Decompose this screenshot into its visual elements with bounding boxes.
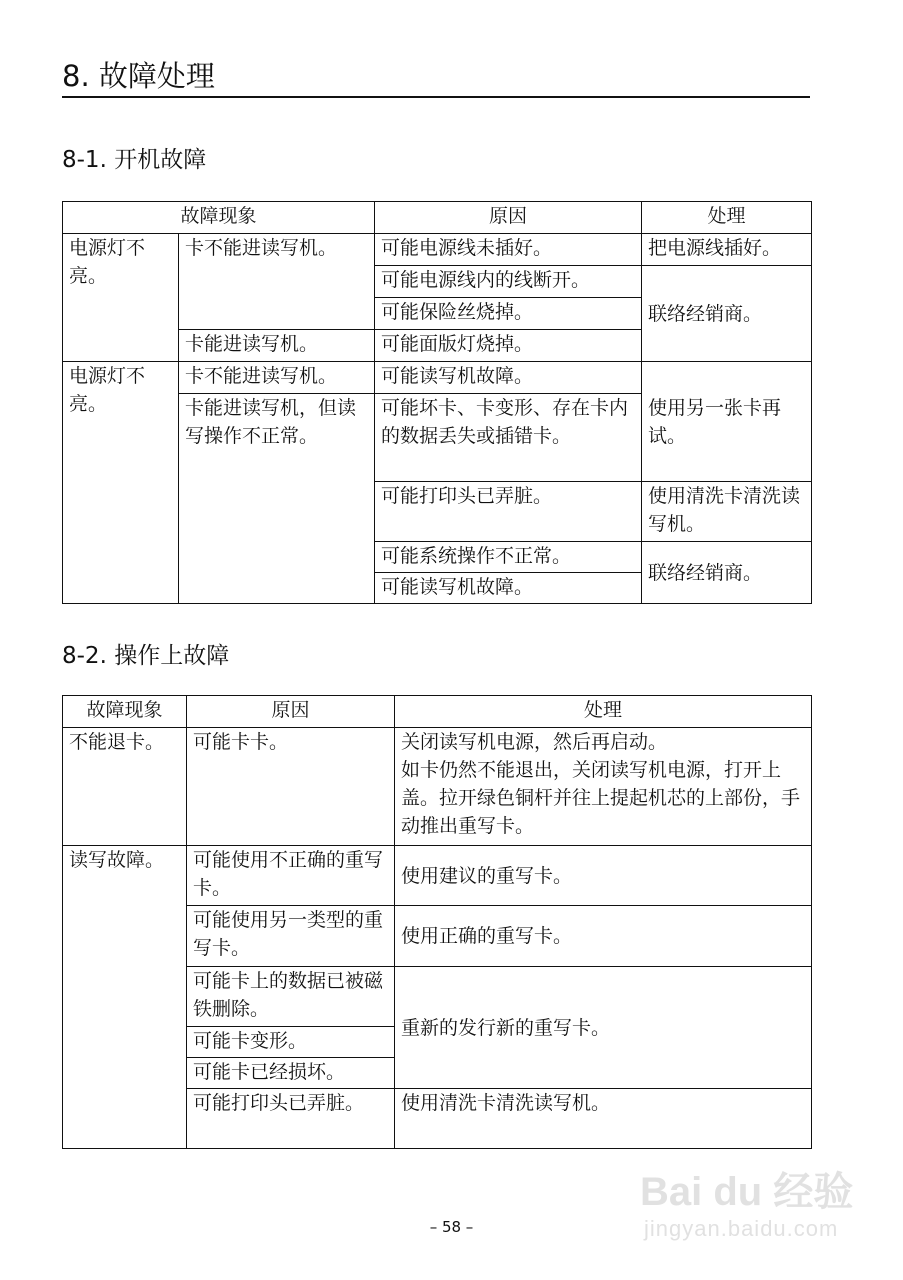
- watermark-logo: Bai du 经验: [640, 1170, 854, 1214]
- action-cell: 重新的发行新的重写卡。: [395, 967, 812, 1089]
- header-symptom: 故障现象: [63, 202, 375, 234]
- cause-cell: 可能面版灯烧掉。: [375, 330, 642, 362]
- header-cause: 原因: [375, 202, 642, 234]
- sub-symptom-cell: 卡不能进读写机。: [179, 362, 375, 394]
- section2-title: 8-2. 操作上故障: [62, 643, 230, 669]
- action-cell: 联络经销商。: [642, 542, 812, 604]
- cause-cell: 可能打印头已弄脏。: [187, 1089, 395, 1149]
- action-cell: 使用清洗卡清洗读写机。: [395, 1089, 812, 1149]
- cause-cell: 可能读写机故障。: [375, 573, 642, 604]
- startup-fault-table: [62, 201, 812, 604]
- page-heading: 8. 故障处理: [62, 58, 810, 98]
- cause-cell: 可能打印头已弄脏。: [375, 482, 642, 542]
- symptom-cell: 电源灯不亮。: [63, 362, 179, 604]
- symptom-cell: 电源灯不亮。: [63, 234, 179, 362]
- cause-cell: 可能使用另一类型的重写卡。: [187, 906, 395, 967]
- action-cell: 使用正确的重写卡。: [395, 906, 812, 967]
- cause-cell: 可能卡变形。: [187, 1027, 395, 1058]
- cause-cell: 可能电源线未插好。: [375, 234, 642, 266]
- action-cell: 使用建议的重写卡。: [395, 846, 812, 906]
- sub-symptom-cell: 卡能进读写机。: [179, 330, 375, 362]
- action-line: 关闭读写机电源，然后再启动。: [401, 731, 668, 753]
- cause-cell: 可能读写机故障。: [375, 362, 642, 394]
- header-action: 处理: [642, 202, 812, 234]
- cause-cell: 可能系统操作不正常。: [375, 542, 642, 573]
- action-cell: 联络经销商。: [642, 266, 812, 362]
- cause-cell: 可能保险丝烧掉。: [375, 298, 642, 330]
- cause-cell: 可能卡卡。: [187, 728, 395, 846]
- action-cell: 使用另一张卡再试。: [642, 362, 812, 482]
- action-cell: 把电源线插好。: [642, 234, 812, 266]
- header-symptom: 故障现象: [63, 696, 187, 728]
- sub-symptom-cell: 卡能进读写机，但读写操作不正常。: [179, 394, 375, 604]
- page-number: – 58 –: [429, 1218, 474, 1236]
- operation-fault-table: [62, 695, 812, 1149]
- cause-cell: 可能坏卡、卡变形、存在卡内的数据丢失或插错卡。: [375, 394, 642, 482]
- cause-cell: 可能卡上的数据已被磁铁删除。: [187, 967, 395, 1027]
- watermark-url: jingyan.baidu.com: [644, 1216, 839, 1241]
- sub-symptom-cell: 卡不能进读写机。: [179, 234, 375, 330]
- cause-cell: 可能卡已经损坏。: [187, 1058, 395, 1089]
- action-cell: 使用清洗卡清洗读写机。: [642, 482, 812, 542]
- action-cell: [395, 728, 812, 846]
- cause-cell: 可能使用不正确的重写卡。: [187, 846, 395, 906]
- header-action: 处理: [395, 696, 812, 728]
- cause-cell: 可能电源线内的线断开。: [375, 266, 642, 298]
- section1-title: 8-1. 开机故障: [62, 147, 207, 173]
- header-cause: 原因: [187, 696, 395, 728]
- symptom-cell: 读写故障。: [63, 846, 187, 1149]
- action-line: 如卡仍然不能退出，关闭读写机电源，打开上盖。拉开绿色铜杆并往上提起机芯的上部份，手动推出重写卡。: [401, 759, 801, 837]
- symptom-cell: 不能退卡。: [63, 728, 187, 846]
